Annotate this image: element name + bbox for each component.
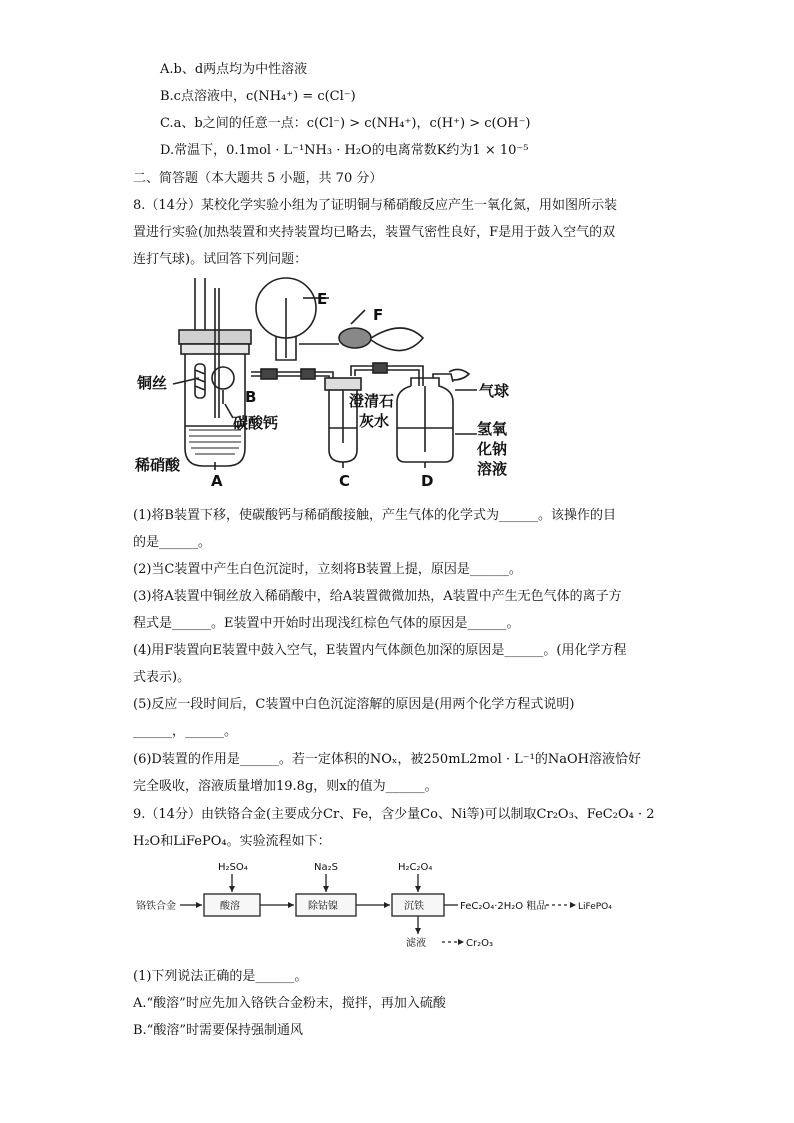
q8-line: (1)将B装置下移，使碳酸钙与稀硝酸接触，产生气体的化学式为______。该操作的目: [133, 508, 616, 523]
label-e: E: [317, 290, 328, 308]
q8-line: (4)用F装置向E装置中鼓入空气，E装置内气体颜色加深的原因是______。(用化学方程: [133, 643, 627, 658]
q8-line: (5)反应一段时间后，C装置中白色沉淀溶解的原因是(用两个化学方程式说明): [133, 697, 575, 712]
option-b: B.c点溶液中，c(NH₄⁺) = c(Cl⁻): [160, 89, 356, 104]
flow-reagent-na2s: Na₂S: [314, 862, 338, 873]
label-a: A: [211, 472, 223, 490]
q8-line: (2)当C装置中产生白色沉淀时，立刻将B装置上提，原因是______。: [133, 562, 522, 577]
label-b: B: [245, 388, 257, 406]
label-c: C: [339, 472, 351, 490]
flow-reagent-h2so4: H₂SO₄: [218, 862, 248, 873]
label-naoh: 化钠: [477, 440, 508, 458]
q8-intro-line: 连打气球)。试回答下列问题：: [133, 252, 308, 267]
q8-line: (6)D装置的作用是______。若一定体积的NOₓ，被250mL2mol · L⁻¹的NaOH溶液恰好: [133, 752, 641, 767]
section-heading: 二、简答题（本大题共 5 小题，共 70 分）: [133, 171, 383, 186]
label-dilute-hno3: 稀硝酸: [135, 456, 181, 474]
q8-intro-line: 8.（14分）某校化学实验小组为了证明铜与稀硝酸反应产生一氧化氮，用如图所示装: [133, 198, 617, 213]
label-f: F: [373, 306, 384, 324]
q8-line: ______，______。: [133, 724, 238, 739]
option-a: A.b、d两点均为中性溶液: [160, 62, 308, 77]
q8-intro-line: 置进行实验(加热装置和夹持装置均已略去，装置气密性良好，F是用于鼓入空气的双: [133, 225, 616, 240]
q8-line: 的是______。: [133, 535, 212, 550]
label-copper-wire: 铜丝: [137, 374, 168, 392]
flow-filtrate: 滤液: [406, 938, 426, 949]
q9-line: H₂O和LiFePO₄。实验流程如下：: [133, 834, 331, 849]
option-c: C.a、b之间的任意一点：c(Cl⁻) > c(NH₄⁺)，c(H⁺) > c(OH⁻): [160, 116, 531, 131]
flow-chart: [136, 860, 612, 960]
label-limewater: 灰水: [359, 412, 390, 430]
apparatus-figure: [133, 278, 533, 488]
flow-cr2o3: Cr₂O₃: [466, 938, 493, 949]
flow-step-dissolve: 酸溶: [220, 901, 240, 912]
option-d: D.常温下，0.1mol · L⁻¹NH₃ · H₂O的电离常数K约为1 × 10⁻⁵: [160, 143, 529, 158]
label-naoh: 氢氧: [477, 420, 508, 438]
flow-reagent-h2c2o4: H₂C₂O₄: [398, 862, 433, 873]
q8-line: 完全吸收，溶液质量增加19.8g，则x的值为______。: [133, 779, 438, 794]
q8-line: 式表示)。: [133, 670, 191, 685]
q8-line: 程式是______。E装置中开始时出现浅红棕色气体的原因是______。: [133, 616, 520, 631]
flow-step-precipitate: 沉铁: [404, 901, 424, 912]
label-caco3: 碳酸钙: [233, 414, 279, 432]
flow-final: LiFePO₄: [578, 902, 612, 912]
q9-sub-line: B.“酸溶”时需要保持强制通风: [133, 1023, 303, 1038]
label-limewater: 澄清石: [349, 392, 395, 410]
q9-sub-line: A.“酸溶”时应先加入铬铁合金粉末，搅拌，再加入硫酸: [133, 996, 446, 1011]
label-d: D: [421, 472, 434, 490]
label-balloon: 气球: [479, 382, 510, 400]
flow-step-remove-co-ni: 除钴镍: [308, 901, 338, 912]
label-naoh: 溶液: [477, 460, 508, 478]
q9-sub-line: (1)下列说法正确的是______。: [133, 969, 308, 984]
flow-start: 铬铁合金: [136, 901, 176, 912]
q8-line: (3)将A装置中铜丝放入稀硝酸中，给A装置微微加热，A装置中产生无色气体的离子方: [133, 589, 622, 604]
flow-product: FeC₂O₄·2H₂O 粗品: [460, 901, 547, 912]
q9-line: 9.（14分）由铁铬合金(主要成分Cr、Fe，含少量Co、Ni等)可以制取Cr₂O₃、FeC₂O₄ · 2: [133, 807, 655, 822]
